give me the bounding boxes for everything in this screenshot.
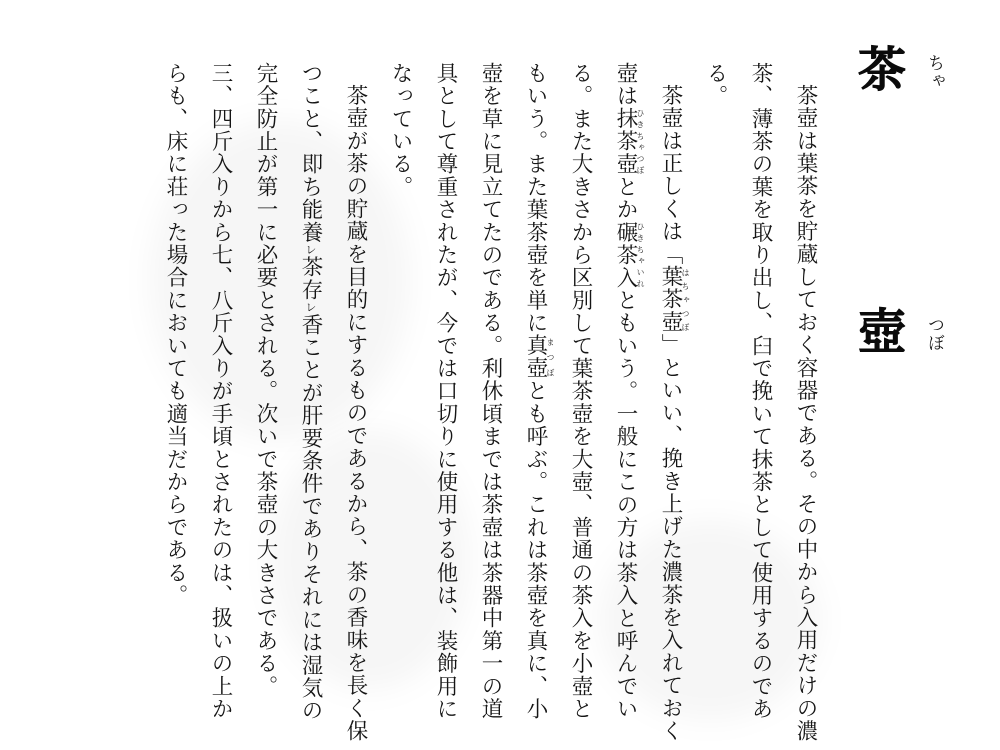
ruby-base: 抹茶壺 [613,107,638,176]
ruby-reading: はちゃつぼ [681,265,690,334]
paragraph [693,62,828,742]
text-run: 」といい、挽き上げた濃茶を入れておく壺は [613,62,683,742]
text-run: 茶壺は正しくは「 [658,83,683,266]
entry-heading [848,42,948,406]
heading-char-tsubo: 壺 [857,304,906,360]
text-run: 香ことが肝要条件でありそれには湿気の完全防止が第一に必要とされる。次いで茶壺の大きさである。三、四斤入りから七、八斤入りが手頃とされたのは、扱いの上からも、床に荘った場合においても適当だからである。 [163,62,323,723]
text-run: 茶壺は葉茶を貯蔵しておく容器である。その中から入用だけの濃茶、薄茶の葉を取り出し、臼で挽いて抹茶として使用するのである。 [703,62,818,742]
body-text [88,62,828,742]
paragraph [378,62,693,742]
kaeriten-mark: レ [304,243,317,256]
heading-ruby-tsubo: つぼ [924,316,944,352]
text-run: とか [613,175,638,221]
paragraph [153,62,378,742]
ruby-word [613,107,645,176]
ruby-word [658,265,690,334]
ruby-word [523,334,555,380]
ruby-reading: まつぼ [546,334,555,380]
text-run: ともいう。一般にこの方は茶入と呼んでいる。また大きさから区別して葉茶壺を大壺、普通の茶入を小壺ともいう。また葉茶壺を単に [523,62,638,721]
ruby-reading: ひきちゃいれ [636,220,645,290]
kaeriten-mark: レ [304,301,317,314]
heading-ruby-cha: ちゃ [924,54,944,90]
text-run: 茶存 [298,255,323,302]
ruby-base: 碾茶入 [613,220,638,290]
ruby-reading: ひきちゃつぼ [636,107,645,176]
ruby-base: 真壺 [523,334,548,380]
text-run: 茶壺が茶の貯蔵を目的にするものであるから、茶の香味を長く保つこと、即ち能養 [298,62,368,742]
ruby-base: 葉茶壺 [658,265,683,334]
ruby-word [613,220,645,290]
text-run: とも呼ぶ。これは茶壺を真に、小壺を草に見立てたのである。利休頃までは茶壺は茶器中第一の道具として尊重されたが、今では口切りに使用する他は、装飾用になっている。 [388,62,548,721]
heading-char-cha: 茶 [857,42,906,98]
